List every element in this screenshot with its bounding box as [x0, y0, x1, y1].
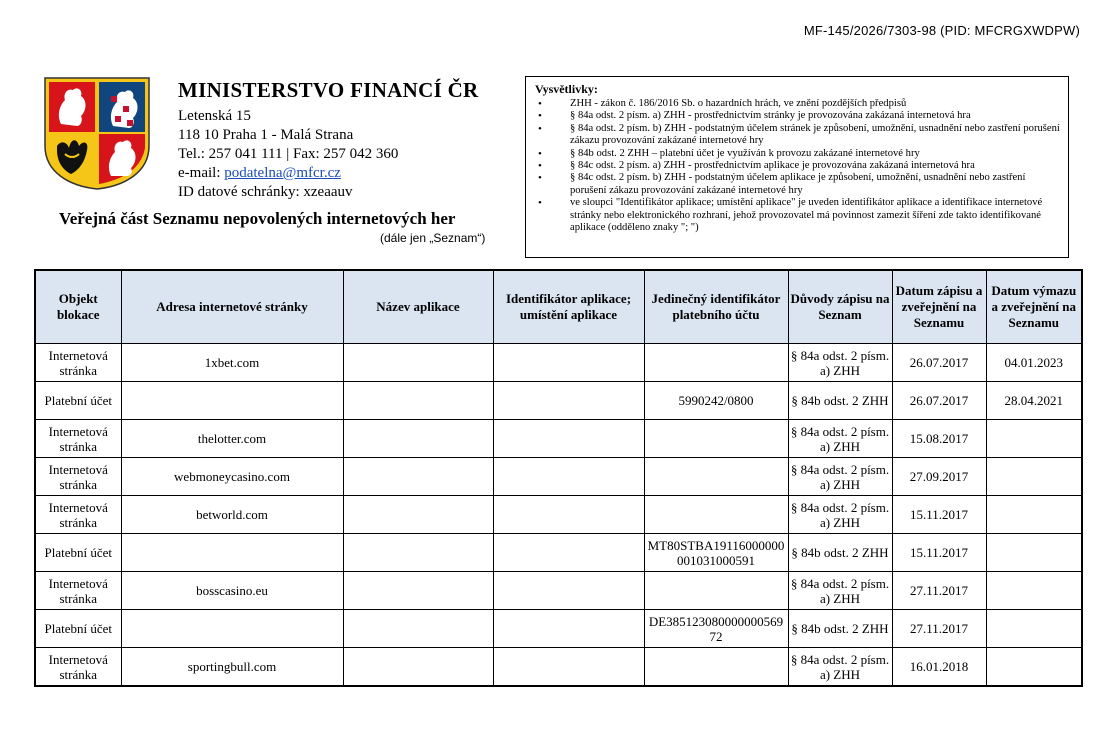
cell-date-added: 27.09.2017	[892, 458, 986, 496]
cell-app-id	[493, 458, 644, 496]
cell-app-id	[493, 610, 644, 648]
cell-date-removed	[986, 610, 1082, 648]
cell-app-id	[493, 648, 644, 687]
column-header-object: Objekt blokace	[35, 270, 121, 344]
cell-app-id	[493, 534, 644, 572]
cell-reason: § 84b odst. 2 ZHH	[788, 534, 892, 572]
cell-app-name	[343, 610, 493, 648]
legend-list	[535, 98, 1060, 234]
table-row	[35, 420, 1082, 458]
cell-date-added: 16.01.2018	[892, 648, 986, 687]
column-header-date-added: Datum zápisu a zveřejnění na Seznamu	[892, 270, 986, 344]
legend-box	[525, 76, 1069, 258]
cell-account-id	[644, 458, 788, 496]
cell-app-name	[343, 496, 493, 534]
cell-app-name	[343, 458, 493, 496]
cell-object: Platební účet	[35, 534, 121, 572]
cell-object: Internetová stránka	[35, 344, 121, 382]
column-header-app-name: Název aplikace	[343, 270, 493, 344]
email-label: e-mail:	[178, 165, 225, 181]
cell-date-removed	[986, 420, 1082, 458]
cell-object: Internetová stránka	[35, 420, 121, 458]
legend-item: • § 84a odst. 2 písm. b) ZHH - podstatným účelem stránek je způsobení, umožnění, usnadnění nebo zastření porušení zákazu provozování zakázané internetové hry	[535, 123, 1060, 148]
cell-app-name	[343, 344, 493, 382]
cell-object: Platební účet	[35, 382, 121, 420]
blocklist-table	[34, 269, 1083, 687]
cell-date-added: 26.07.2017	[892, 382, 986, 420]
table-row	[35, 382, 1082, 420]
cell-account-id: MT80STBA19116000000001031000591	[644, 534, 788, 572]
table-row	[35, 534, 1082, 572]
legend-heading: Vysvětlivky:	[535, 82, 598, 96]
cell-address: sportingbull.com	[121, 648, 343, 687]
ministry-phone-fax: Tel.: 257 041 111 | Fax: 257 042 360	[178, 146, 399, 162]
cell-address: 1xbet.com	[121, 344, 343, 382]
cell-account-id	[644, 344, 788, 382]
legend-item: • § 84b odst. 2 ZHH – platební účet je využíván k provozu zakázané internetové hry	[535, 148, 1060, 160]
state-coat-of-arms-logo	[43, 76, 151, 190]
ministry-email-line	[178, 164, 479, 183]
table-row	[35, 344, 1082, 382]
cell-address	[121, 610, 343, 648]
cell-date-added: 27.11.2017	[892, 572, 986, 610]
cell-reason: § 84b odst. 2 ZHH	[788, 610, 892, 648]
table-row	[35, 610, 1082, 648]
cell-app-id	[493, 420, 644, 458]
cell-address: webmoneycasino.com	[121, 458, 343, 496]
cell-date-added: 26.07.2017	[892, 344, 986, 382]
column-header-account-id: Jedinečný identifikátor platebního účtu	[644, 270, 788, 344]
cell-date-added: 15.11.2017	[892, 534, 986, 572]
document-title: Veřejná část Seznamu nepovolených internetových her	[59, 209, 456, 228]
cell-reason: § 84a odst. 2 písm. a) ZHH	[788, 420, 892, 458]
ministry-databox: ID datové schránky: xzeaauv	[178, 184, 353, 200]
ministry-street: Letenská 15	[178, 108, 251, 124]
legend-item: • ve sloupci "Identifikátor aplikace; umístění aplikace" je uveden identifikátor aplikace a identifikace internetové stránky nebo elektronického rozhraní, jehož provozovatel má povinnost zamezit šíření zde takto identifikované aplikace (odděleno znaky "; ")	[535, 197, 1060, 234]
cell-account-id	[644, 496, 788, 534]
cell-app-name	[343, 534, 493, 572]
cell-object: Internetová stránka	[35, 458, 121, 496]
cell-object: Internetová stránka	[35, 496, 121, 534]
legend-item: • § 84a odst. 2 písm. a) ZHH - prostřednictvím stránky je provozována zakázaná internetová hra	[535, 110, 1060, 122]
cell-object: Platební účet	[35, 610, 121, 648]
cell-reason: § 84a odst. 2 písm. a) ZHH	[788, 496, 892, 534]
cell-account-id	[644, 420, 788, 458]
cell-reason: § 84a odst. 2 písm. a) ZHH	[788, 344, 892, 382]
cell-address	[121, 534, 343, 572]
column-header-date-removed: Datum výmazu a zveřejnění na Seznamu	[986, 270, 1082, 344]
cell-reason: § 84a odst. 2 písm. a) ZHH	[788, 458, 892, 496]
cell-date-removed	[986, 572, 1082, 610]
cell-reason: § 84a odst. 2 písm. a) ZHH	[788, 572, 892, 610]
cell-address	[121, 382, 343, 420]
legend-item: • ZHH - zákon č. 186/2016 Sb. o hazardních hrách, ve znění pozdějších předpisů	[535, 98, 1060, 110]
cell-date-removed	[986, 496, 1082, 534]
column-header-app-id: Identifikátor aplikace; umístění aplikace	[493, 270, 644, 344]
ministry-city: 118 10 Praha 1 - Malá Strana	[178, 127, 354, 143]
document-id: MF-145/2026/7303-98 (PID: MFCRGXWDPW)	[803, 23, 1080, 38]
cell-date-added: 15.11.2017	[892, 496, 986, 534]
cell-date-added: 15.08.2017	[892, 420, 986, 458]
cell-date-removed: 04.01.2023	[986, 344, 1082, 382]
cell-account-id: 5990242/0800	[644, 382, 788, 420]
ministry-address-block	[178, 78, 479, 202]
table-row	[35, 648, 1082, 687]
cell-app-name	[343, 648, 493, 687]
cell-address: bosscasino.eu	[121, 572, 343, 610]
email-link[interactable]: podatelna@mfcr.cz	[224, 165, 341, 181]
cell-app-name	[343, 572, 493, 610]
legend-item: • § 84c odst. 2 písm. a) ZHH - prostřednictvím aplikace je provozována zakázaná internetová hra	[535, 160, 1060, 172]
cell-date-removed	[986, 534, 1082, 572]
cell-date-removed	[986, 648, 1082, 687]
column-header-reasons: Důvody zápisu na Seznam	[788, 270, 892, 344]
table-row	[35, 458, 1082, 496]
column-header-address: Adresa internetové stránky	[121, 270, 343, 344]
document-subtitle: (dále jen „Seznam“)	[380, 231, 486, 245]
cell-app-id	[493, 496, 644, 534]
cell-date-added: 27.11.2017	[892, 610, 986, 648]
ministry-name: MINISTERSTVO FINANCÍ ČR	[178, 78, 479, 102]
cell-account-id	[644, 648, 788, 687]
cell-address: thelotter.com	[121, 420, 343, 458]
cell-app-id	[493, 572, 644, 610]
table-row	[35, 496, 1082, 534]
cell-object: Internetová stránka	[35, 572, 121, 610]
cell-account-id	[644, 572, 788, 610]
cell-reason: § 84b odst. 2 ZHH	[788, 382, 892, 420]
table-row	[35, 572, 1082, 610]
cell-app-id	[493, 382, 644, 420]
cell-app-name	[343, 382, 493, 420]
cell-object: Internetová stránka	[35, 648, 121, 687]
cell-app-id	[493, 344, 644, 382]
cell-address: betworld.com	[121, 496, 343, 534]
cell-date-removed	[986, 458, 1082, 496]
cell-date-removed: 28.04.2021	[986, 382, 1082, 420]
cell-app-name	[343, 420, 493, 458]
cell-account-id: DE38512308000000056972	[644, 610, 788, 648]
cell-reason: § 84a odst. 2 písm. a) ZHH	[788, 648, 892, 687]
table-header-row	[35, 270, 1082, 344]
legend-item: • § 84c odst. 2 písm. b) ZHH - podstatným účelem aplikace je způsobení, umožnění, usnadnění nebo zastření porušení zákazu provozování zakázané internetové hry	[535, 172, 1060, 197]
